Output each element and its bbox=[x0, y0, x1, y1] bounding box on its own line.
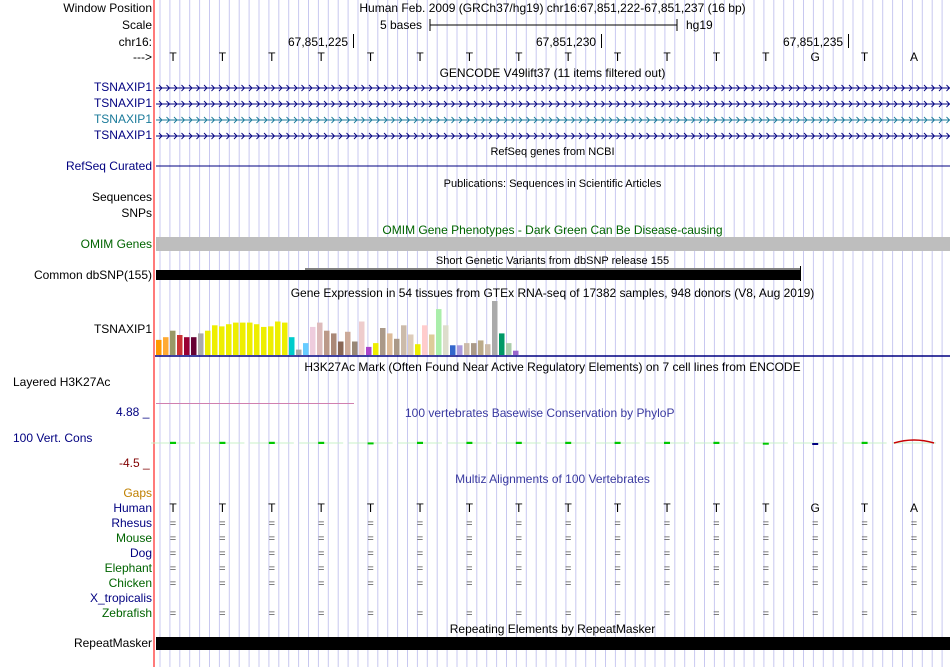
gtex-tissue-bar[interactable] bbox=[338, 342, 344, 356]
multiz-identity-mark: = bbox=[317, 563, 325, 575]
multiz-identity-mark: = bbox=[466, 548, 473, 560]
conservation-score-bar[interactable] bbox=[812, 443, 818, 445]
multiz-identity-mark: = bbox=[416, 533, 424, 545]
multiz-identity-mark: = bbox=[367, 518, 374, 530]
multiz-identity-mark: = bbox=[614, 563, 621, 575]
gencode-gene-label[interactable]: TSNAXIP1 bbox=[93, 128, 152, 142]
publications-snps-label[interactable]: SNPs bbox=[121, 206, 152, 220]
sequence-base: T bbox=[515, 50, 523, 64]
multiz-identity-mark: = bbox=[910, 518, 918, 530]
gtex-tissue-bar[interactable] bbox=[478, 340, 484, 355]
gtex-tissue-bar[interactable] bbox=[429, 334, 435, 355]
gtex-tissue-bar[interactable] bbox=[310, 327, 316, 355]
multiz-human-base: T bbox=[268, 501, 276, 515]
multiz-track-title[interactable]: Multiz Alignments of 100 Vertebrates bbox=[455, 472, 650, 486]
multiz-identity-mark: = bbox=[762, 548, 770, 560]
gtex-tissue-bar[interactable] bbox=[177, 335, 183, 355]
gtex-tissue-bar[interactable] bbox=[226, 324, 232, 355]
multiz-identity-mark: = bbox=[762, 533, 770, 545]
multiz-identity-mark: = bbox=[713, 578, 720, 590]
gtex-tissue-bar[interactable] bbox=[471, 343, 477, 355]
multiz-identity-mark: = bbox=[268, 563, 276, 575]
multiz-identity-mark: = bbox=[614, 548, 621, 560]
multiz-human-base: T bbox=[416, 501, 424, 515]
multiz-identity-mark: = bbox=[713, 533, 720, 545]
multiz-human-base: T bbox=[515, 501, 523, 515]
multiz-identity-mark: = bbox=[861, 533, 868, 545]
multiz-identity-mark: = bbox=[910, 533, 918, 545]
multiz-identity-mark: = bbox=[564, 608, 572, 620]
sequence-base: A bbox=[909, 50, 918, 64]
multiz-human-base: T bbox=[860, 501, 869, 515]
conservation-score-bar[interactable] bbox=[318, 442, 324, 444]
h3k27ac-track-label[interactable]: Layered H3K27Ac bbox=[13, 375, 111, 389]
sequence-base: T bbox=[564, 50, 572, 64]
conservation-plot[interactable] bbox=[155, 405, 950, 465]
conservation-track-label[interactable]: 100 Vert. Cons bbox=[13, 431, 93, 445]
conservation-score-bar[interactable] bbox=[664, 442, 670, 444]
dbsnp-track-title[interactable]: Short Genetic Variants from dbSNP release 155 bbox=[435, 255, 670, 267]
multiz-species-label[interactable]: Elephant bbox=[104, 561, 152, 575]
multiz-identity-mark: = bbox=[169, 563, 177, 575]
multiz-identity-mark: = bbox=[268, 578, 276, 590]
gtex-bar-chart[interactable] bbox=[155, 300, 950, 357]
omim-track-label[interactable]: OMIM Genes bbox=[80, 237, 152, 251]
multiz-identity-mark: = bbox=[515, 548, 523, 560]
gtex-tissue-bar[interactable] bbox=[163, 337, 169, 355]
dbsnp-feature-bar[interactable] bbox=[156, 270, 801, 280]
multiz-human-base: T bbox=[218, 501, 227, 515]
chrom-tick bbox=[848, 34, 849, 48]
refseq-track-label[interactable]: RefSeq Curated bbox=[65, 159, 152, 173]
conservation-score-bar[interactable] bbox=[368, 442, 374, 444]
multiz-identity-mark: = bbox=[416, 578, 424, 590]
multiz-identity-mark: = bbox=[811, 608, 819, 620]
multiz-identity-mark: = bbox=[614, 533, 621, 545]
multiz-identity-mark: = bbox=[515, 563, 523, 575]
gtex-tissue-bar[interactable] bbox=[324, 331, 330, 355]
gtex-tissue-bar[interactable] bbox=[352, 342, 358, 356]
multiz-human-base: T bbox=[663, 501, 671, 515]
conservation-score-bar[interactable] bbox=[269, 442, 275, 444]
gtex-tissue-bar[interactable] bbox=[415, 344, 421, 355]
multiz-human-base: A bbox=[909, 501, 918, 515]
conservation-ymin: -4.5 _ bbox=[119, 456, 150, 470]
gtex-track-title[interactable]: Gene Expression in 54 tissues from GTEx RNA-seq of 17382 samples, 948 donors (V8, Aug 2019) bbox=[290, 286, 815, 300]
scale-text: 5 bases bbox=[380, 18, 423, 32]
gtex-track-label[interactable]: TSNAXIP1 bbox=[93, 322, 152, 336]
sequence-base: T bbox=[416, 50, 424, 64]
multiz-identity-mark: = bbox=[367, 548, 374, 560]
publications-track-title[interactable]: Publications: Sequences in Scientific Articles bbox=[443, 178, 662, 190]
sequence-base: T bbox=[366, 50, 375, 64]
gencode-gene-label[interactable]: TSNAXIP1 bbox=[93, 80, 152, 94]
multiz-identity-mark: = bbox=[317, 533, 325, 545]
sequence-base: T bbox=[663, 50, 671, 64]
multiz-identity-mark: = bbox=[910, 563, 918, 575]
gtex-tissue-bar[interactable] bbox=[240, 323, 246, 355]
multiz-identity-mark: = bbox=[416, 608, 424, 620]
multiz-identity-mark: = bbox=[861, 563, 868, 575]
chrom-tick-label: 67,851,230 bbox=[536, 35, 597, 49]
gtex-tissue-bar[interactable] bbox=[345, 332, 351, 355]
multiz-identity-mark: = bbox=[367, 563, 374, 575]
gtex-tissue-bar[interactable] bbox=[247, 323, 253, 355]
gtex-tissue-bar[interactable] bbox=[275, 322, 281, 355]
multiz-species-label[interactable]: Zebrafish bbox=[101, 606, 152, 620]
multiz-species-label[interactable]: Rhesus bbox=[111, 516, 152, 530]
gtex-tissue-bar[interactable] bbox=[394, 339, 400, 355]
multiz-identity-mark: = bbox=[564, 548, 572, 560]
multiz-identity-mark: = bbox=[564, 578, 572, 590]
conservation-score-bar[interactable] bbox=[763, 443, 769, 445]
multiz-identity-mark: = bbox=[762, 578, 770, 590]
sequence-base: T bbox=[465, 50, 474, 64]
conservation-ymax: 4.88 _ bbox=[116, 405, 150, 419]
multiz-identity-mark: = bbox=[219, 518, 226, 530]
multiz-identity-mark: = bbox=[564, 533, 572, 545]
multiz-identity-mark: = bbox=[317, 548, 325, 560]
gtex-tissue-bar[interactable] bbox=[205, 331, 211, 355]
repeatmasker-track-title[interactable]: Repeating Elements by RepeatMasker bbox=[449, 622, 656, 636]
multiz-identity-mark: = bbox=[219, 563, 226, 575]
gtex-tissue-bar[interactable] bbox=[261, 327, 267, 355]
multiz-human-base: G bbox=[810, 501, 820, 515]
dbsnp-track-label[interactable]: Common dbSNP(155) bbox=[33, 268, 152, 282]
conservation-score-bar[interactable] bbox=[466, 442, 472, 444]
multiz-human-base: T bbox=[613, 501, 622, 515]
gtex-tissue-bar[interactable] bbox=[317, 323, 323, 355]
multiz-identity-mark: = bbox=[268, 608, 276, 620]
publications-sequences-label[interactable]: Sequences bbox=[91, 190, 152, 204]
conservation-score-bar[interactable] bbox=[862, 442, 868, 444]
conservation-track-title[interactable]: 100 vertebrates Basewise Conservation by PhyloP bbox=[405, 406, 675, 420]
chrom-tick bbox=[601, 34, 602, 48]
h3k27ac-signal-line bbox=[156, 403, 354, 404]
multiz-identity-mark: = bbox=[515, 518, 523, 530]
multiz-human-base: T bbox=[169, 501, 177, 515]
multiz-identity-mark: = bbox=[367, 608, 374, 620]
gtex-tissue-bar[interactable] bbox=[485, 344, 491, 355]
gtex-tissue-bar[interactable] bbox=[373, 343, 379, 355]
multiz-identity-mark: = bbox=[663, 518, 671, 530]
sequence-base: T bbox=[169, 50, 177, 64]
gtex-tissue-bar[interactable] bbox=[513, 351, 519, 355]
multiz-identity-mark: = bbox=[762, 608, 770, 620]
sequence-base: T bbox=[860, 50, 869, 64]
conservation-score-bar[interactable] bbox=[713, 442, 719, 444]
chrom-label: chr16: bbox=[118, 35, 152, 49]
conservation-score-bar[interactable] bbox=[219, 442, 225, 444]
scale-bar bbox=[428, 17, 680, 33]
gtex-tissue-bar[interactable] bbox=[296, 350, 302, 355]
multiz-identity-mark: = bbox=[515, 533, 523, 545]
repeatmasker-track-label[interactable]: RepeatMasker bbox=[73, 636, 152, 650]
sequence-base: T bbox=[762, 50, 770, 64]
multiz-identity-mark: = bbox=[663, 563, 671, 575]
sequence-base: T bbox=[712, 50, 721, 64]
gtex-tissue-bar[interactable] bbox=[233, 323, 239, 355]
multiz-identity-mark: = bbox=[663, 548, 671, 560]
multiz-species-label[interactable]: Dog bbox=[129, 546, 152, 560]
gtex-tissue-bar[interactable] bbox=[254, 324, 260, 355]
multiz-identity-mark: = bbox=[910, 578, 918, 590]
multiz-identity-mark: = bbox=[811, 578, 819, 590]
multiz-identity-mark: = bbox=[910, 548, 918, 560]
multiz-identity-mark: = bbox=[416, 518, 424, 530]
gtex-tissue-bar[interactable] bbox=[422, 325, 428, 355]
multiz-identity-mark: = bbox=[268, 548, 276, 560]
refseq-track-title[interactable]: RefSeq genes from NCBI bbox=[490, 146, 615, 158]
conservation-score-bar[interactable] bbox=[615, 442, 621, 444]
multiz-identity-mark: = bbox=[515, 578, 523, 590]
multiz-identity-mark: = bbox=[317, 518, 325, 530]
conservation-score-bar[interactable] bbox=[516, 442, 522, 444]
gtex-tissue-bar[interactable] bbox=[443, 325, 449, 355]
sequence-base: T bbox=[268, 50, 276, 64]
multiz-identity-mark: = bbox=[861, 548, 868, 560]
multiz-identity-mark: = bbox=[169, 518, 177, 530]
gtex-tissue-bar[interactable] bbox=[184, 337, 190, 355]
dbsnp-feature-end bbox=[800, 266, 801, 281]
gtex-tissue-bar[interactable] bbox=[268, 326, 274, 355]
multiz-identity-mark: = bbox=[317, 578, 325, 590]
multiz-identity-mark: = bbox=[466, 563, 473, 575]
multiz-identity-mark: = bbox=[811, 563, 819, 575]
multiz-identity-mark: = bbox=[713, 563, 720, 575]
gtex-tissue-bar[interactable] bbox=[401, 325, 407, 355]
gencode-gene-label[interactable]: TSNAXIP1 bbox=[93, 96, 152, 110]
multiz-identity-mark: = bbox=[811, 533, 819, 545]
multiz-identity-mark: = bbox=[169, 608, 177, 620]
multiz-identity-mark: = bbox=[614, 518, 621, 530]
omim-track-title[interactable]: OMIM Gene Phenotypes - Dark Green Can Be Disease-causing bbox=[382, 223, 723, 237]
multiz-species-label[interactable]: Chicken bbox=[108, 576, 152, 590]
sequence-base: T bbox=[218, 50, 227, 64]
multiz-identity-mark: = bbox=[762, 563, 770, 575]
sequence-base: T bbox=[317, 50, 325, 64]
multiz-identity-mark: = bbox=[367, 533, 374, 545]
multiz-identity-mark: = bbox=[811, 518, 819, 530]
gtex-tissue-bar[interactable] bbox=[492, 301, 498, 355]
multiz-identity-mark: = bbox=[466, 608, 473, 620]
multiz-identity-mark: = bbox=[169, 533, 177, 545]
gtex-tissue-bar[interactable] bbox=[212, 325, 218, 355]
gtex-tissue-bar[interactable] bbox=[170, 331, 176, 355]
chrom-tick-label: 67,851,235 bbox=[783, 35, 844, 49]
multiz-identity-mark: = bbox=[317, 608, 325, 620]
multiz-human-base: T bbox=[712, 501, 721, 515]
multiz-species-label[interactable]: Mouse bbox=[115, 531, 152, 545]
gtex-tissue-bar[interactable] bbox=[436, 309, 442, 355]
multiz-identity-mark: = bbox=[811, 548, 819, 560]
gene-model-lines[interactable] bbox=[155, 80, 950, 176]
chrom-tick-label: 67,851,225 bbox=[288, 35, 349, 49]
repeatmasker-feature-bar[interactable] bbox=[156, 637, 950, 650]
multiz-identity-mark: = bbox=[663, 608, 671, 620]
gtex-tissue-bar[interactable] bbox=[408, 334, 414, 355]
gtex-tissue-bar[interactable] bbox=[303, 343, 309, 355]
multiz-identity-mark: = bbox=[564, 563, 572, 575]
conservation-score-bar[interactable] bbox=[565, 442, 571, 444]
multiz-identity-mark: = bbox=[564, 518, 572, 530]
multiz-identity-mark: = bbox=[219, 533, 226, 545]
gencode-gene-label[interactable]: TSNAXIP1 bbox=[93, 112, 152, 126]
multiz-identity-mark: = bbox=[713, 518, 720, 530]
multiz-human-base: T bbox=[317, 501, 325, 515]
sequence-base: G bbox=[810, 50, 820, 64]
multiz-identity-mark: = bbox=[515, 608, 523, 620]
conservation-score-bar[interactable] bbox=[417, 442, 423, 444]
multiz-species-label[interactable]: X_tropicalis bbox=[89, 591, 152, 605]
multiz-identity-mark: = bbox=[663, 578, 671, 590]
multiz-identity-mark: = bbox=[910, 608, 918, 620]
window-position-label: Window Position bbox=[63, 1, 152, 15]
scale-assembly: hg19 bbox=[686, 18, 713, 32]
scale-label: Scale bbox=[121, 18, 152, 32]
gtex-tissue-bar[interactable] bbox=[359, 322, 365, 355]
multiz-identity-mark: = bbox=[614, 608, 621, 620]
multiz-identity-mark: = bbox=[169, 548, 177, 560]
multiz-identity-mark: = bbox=[416, 563, 424, 575]
gtex-tissue-bar[interactable] bbox=[331, 333, 337, 355]
multiz-identity-mark: = bbox=[614, 578, 621, 590]
h3k27ac-track-title[interactable]: H3K27Ac Mark (Often Found Near Active Regulatory Elements) on 7 cell lines from ENCODE bbox=[304, 360, 801, 374]
gtex-tissue-bar[interactable] bbox=[457, 345, 463, 355]
sequence-base: T bbox=[613, 50, 622, 64]
multiz-identity-mark: = bbox=[416, 548, 424, 560]
multiz-identity-mark: = bbox=[219, 578, 226, 590]
multiz-identity-mark: = bbox=[367, 578, 374, 590]
gtex-tissue-bar[interactable] bbox=[450, 345, 456, 355]
gtex-tissue-bar[interactable] bbox=[464, 343, 470, 355]
multiz-identity-mark: = bbox=[219, 608, 226, 620]
gtex-tissue-bar[interactable] bbox=[380, 328, 386, 355]
multiz-human-base: T bbox=[366, 501, 375, 515]
multiz-identity-mark: = bbox=[268, 518, 276, 530]
gtex-tissue-bar[interactable] bbox=[506, 343, 512, 355]
multiz-human-base: T bbox=[465, 501, 474, 515]
multiz-human-base: T bbox=[762, 501, 770, 515]
multiz-species-label[interactable]: Human bbox=[113, 501, 152, 515]
multiz-identity-mark: = bbox=[713, 608, 720, 620]
multiz-identity-mark: = bbox=[219, 548, 226, 560]
gtex-tissue-bar[interactable] bbox=[198, 333, 204, 355]
multiz-identity-mark: = bbox=[466, 533, 473, 545]
strand-label: ---> bbox=[133, 50, 152, 64]
multiz-identity-mark: = bbox=[268, 533, 276, 545]
window-position-text: Human Feb. 2009 (GRCh37/hg19) chr16:67,851,222-67,851,237 (16 bp) bbox=[359, 1, 746, 15]
multiz-identity-mark: = bbox=[169, 578, 177, 590]
multiz-identity-mark: = bbox=[466, 518, 473, 530]
multiz-identity-mark: = bbox=[861, 608, 868, 620]
multiz-human-base: T bbox=[564, 501, 572, 515]
multiz-identity-mark: = bbox=[762, 518, 770, 530]
chrom-tick bbox=[353, 34, 354, 48]
multiz-identity-mark: = bbox=[861, 518, 868, 530]
gencode-track-title[interactable]: GENCODE V49lift37 (11 items filtered out) bbox=[439, 66, 666, 80]
gtex-tissue-bar[interactable] bbox=[289, 337, 295, 355]
multiz-identity-mark: = bbox=[466, 578, 473, 590]
conservation-score-bar[interactable] bbox=[170, 442, 176, 444]
multiz-identity-mark: = bbox=[861, 578, 868, 590]
gtex-tissue-bar[interactable] bbox=[219, 326, 225, 355]
multiz-identity-mark: = bbox=[663, 533, 671, 545]
gtex-tissue-bar[interactable] bbox=[499, 333, 505, 355]
gtex-tissue-bar[interactable] bbox=[282, 323, 288, 355]
omim-feature-bar[interactable] bbox=[156, 237, 950, 251]
gtex-tissue-bar[interactable] bbox=[366, 347, 372, 355]
multiz-gaps-label[interactable]: Gaps bbox=[123, 486, 152, 500]
gtex-tissue-bar[interactable] bbox=[156, 340, 162, 355]
gtex-tissue-bar[interactable] bbox=[191, 337, 197, 355]
multiz-identity-mark: = bbox=[713, 548, 720, 560]
gtex-tissue-bar[interactable] bbox=[387, 333, 393, 355]
